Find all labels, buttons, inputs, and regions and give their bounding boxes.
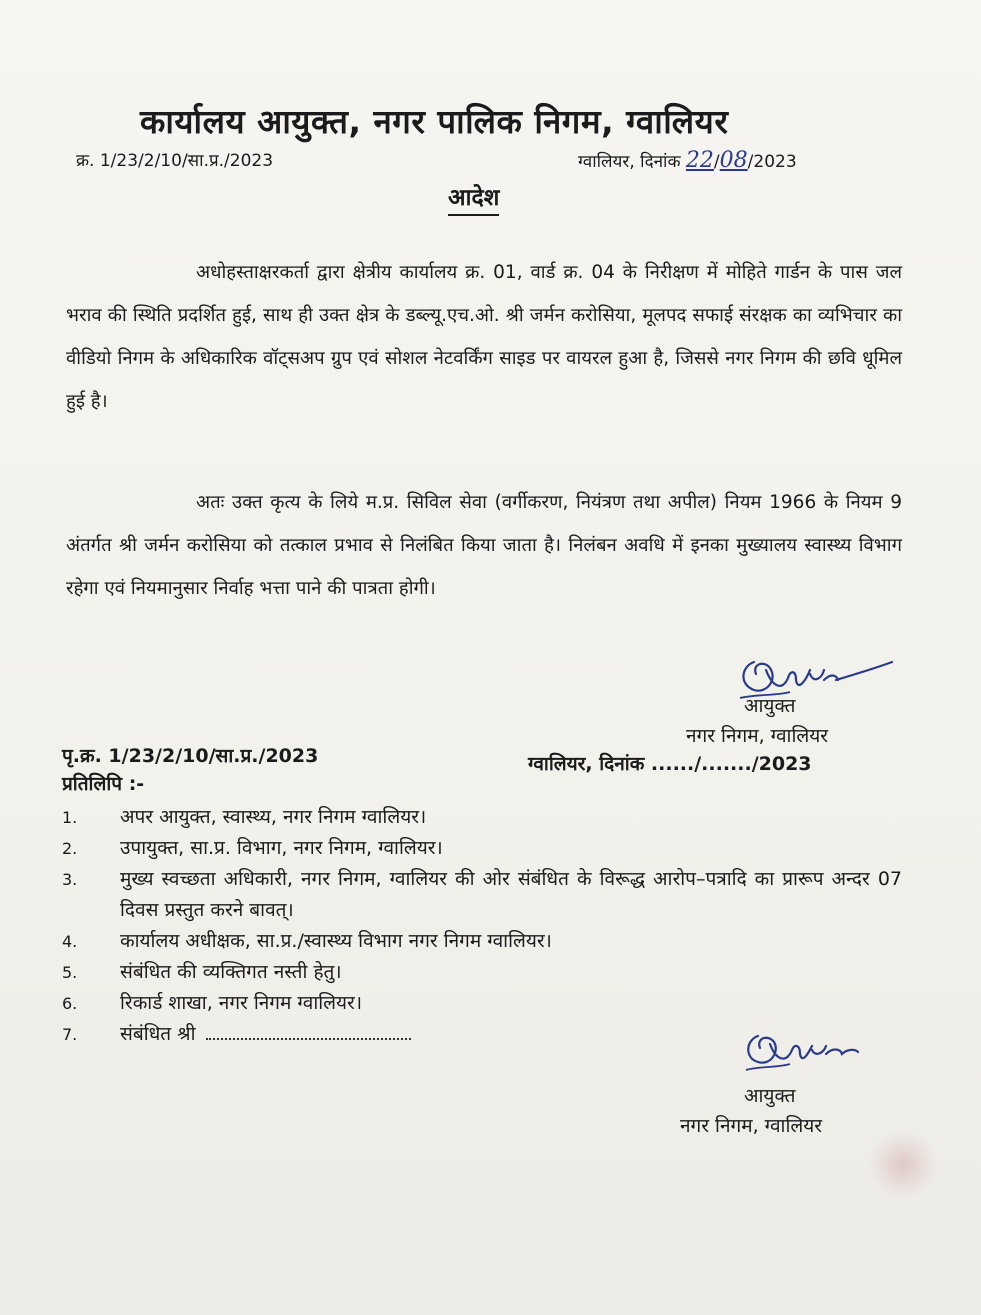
- date-month-handwritten: 08: [719, 148, 748, 173]
- list-item: [62, 802, 902, 833]
- order-paragraph-1: अधोहस्ताक्षरकर्ता द्वारा क्षेत्रीय कार्यालय क्र. 01, वार्ड क्र. 04 के निरीक्षण में मोहिते गार्डन के पास जल भराव की स्थिति प्रदर्शित हुई, साथ ही उक्त क्षेत्र के डब्ल्यू.एच.ओ. श्री जर्मन करोसिया, मूलपद सफाई संरक्षक का व्यभिचार का वीडियो निगम के अधिकारिक वॉट्सअप ग्रुप एवं सोशल नेटवर्किंग साइड पर वायरल हुआ है, जिससे नगर निगम की छवि धूमिल हुई है।: [66, 261, 902, 412]
- list-item-text: संबंधित की व्यक्तिगत नस्ती हेतु।: [120, 961, 342, 983]
- list-item: [62, 957, 902, 988]
- list-item-number: 4.: [62, 932, 78, 951]
- list-item-text: उपायुक्त, सा.प्र. विभाग, नगर निगम, ग्वालियर।: [120, 837, 443, 859]
- signature-2-designation: आयुक्त: [744, 1085, 796, 1107]
- list-item-number: 1.: [62, 808, 78, 827]
- list-item-text: रिकार्ड शाखा, नगर निगम ग्वालियर।: [120, 992, 363, 1014]
- list-item-number: 2.: [62, 839, 78, 858]
- list-item-text: मुख्य स्वच्छता अधिकारी, नगर निगम, ग्वालियर की ओर संबंधित के विरूद्ध आरोप–पत्रादि का प्रारूप अन्दर 07 दिवस प्रस्तुत करने बावत्।: [120, 868, 902, 921]
- list-item-text: कार्यालय अधीक्षक, सा.प्र./स्वास्थ्य विभाग नगर निगम ग्वालियर।: [120, 930, 552, 952]
- list-item-text: अपर आयुक्त, स्वास्थ्य, नगर निगम ग्वालियर।: [120, 806, 427, 828]
- list-item-number: 7.: [62, 1025, 78, 1044]
- copy-reference-number: पृ.क्र. 1/23/2/10/सा.प्र./2023: [62, 745, 319, 767]
- signature-2-mark: [736, 1018, 866, 1078]
- copy-to-label: प्रतिलिपि :-: [62, 773, 145, 795]
- order-reference-number: क्र. 1/23/2/10/सा.प्र./2023: [76, 151, 274, 171]
- list-item: [62, 864, 902, 926]
- date-prefix: ग्वालियर, दिनांक: [578, 152, 681, 172]
- copy-date: ग्वालियर, दिनांक ....../......./2023: [528, 753, 812, 775]
- blank-fill-line: [206, 1024, 411, 1040]
- list-item-number: 6.: [62, 994, 78, 1013]
- list-item: [62, 833, 902, 864]
- list-item-text: संबंधित श्री: [120, 1023, 196, 1045]
- list-item: [62, 926, 902, 957]
- signature-1-designation: आयुक्त: [744, 695, 796, 717]
- list-item: [62, 988, 902, 1019]
- date-day-handwritten: 22: [685, 148, 714, 173]
- date-year: /2023: [747, 152, 797, 172]
- signature-1-office: नगर निगम, ग्वालियर: [686, 725, 829, 747]
- order-date: ग्वालियर, दिनांक 22/08/2023: [578, 148, 797, 173]
- list-item-number: 5.: [62, 963, 78, 982]
- office-title: कार्यालय आयुक्त, नगर पालिक निगम, ग्वालियर: [140, 102, 729, 141]
- order-heading: आदेश: [448, 180, 499, 216]
- copy-recipients-list: [62, 802, 902, 1050]
- order-paragraph-2: अतः उक्त कृत्य के लिये म.प्र. सिविल सेवा (वर्गीकरण, नियंत्रण तथा अपील) नियम 1966 के नियम 9 अंतर्गत श्री जर्मन करोसिया को तत्काल प्रभाव से निलंबित किया जाता है। निलंबन अवधि में इनका मुख्यालय स्वास्थ्य विभाग रहेगा एवं नियमानुसार निर्वाह भत्ता पाने की पात्रता होगी।: [66, 491, 902, 599]
- list-item-number: 3.: [62, 870, 78, 889]
- ink-stain: [868, 1130, 938, 1200]
- signature-2-office: नगर निगम, ग्वालियर: [680, 1115, 823, 1137]
